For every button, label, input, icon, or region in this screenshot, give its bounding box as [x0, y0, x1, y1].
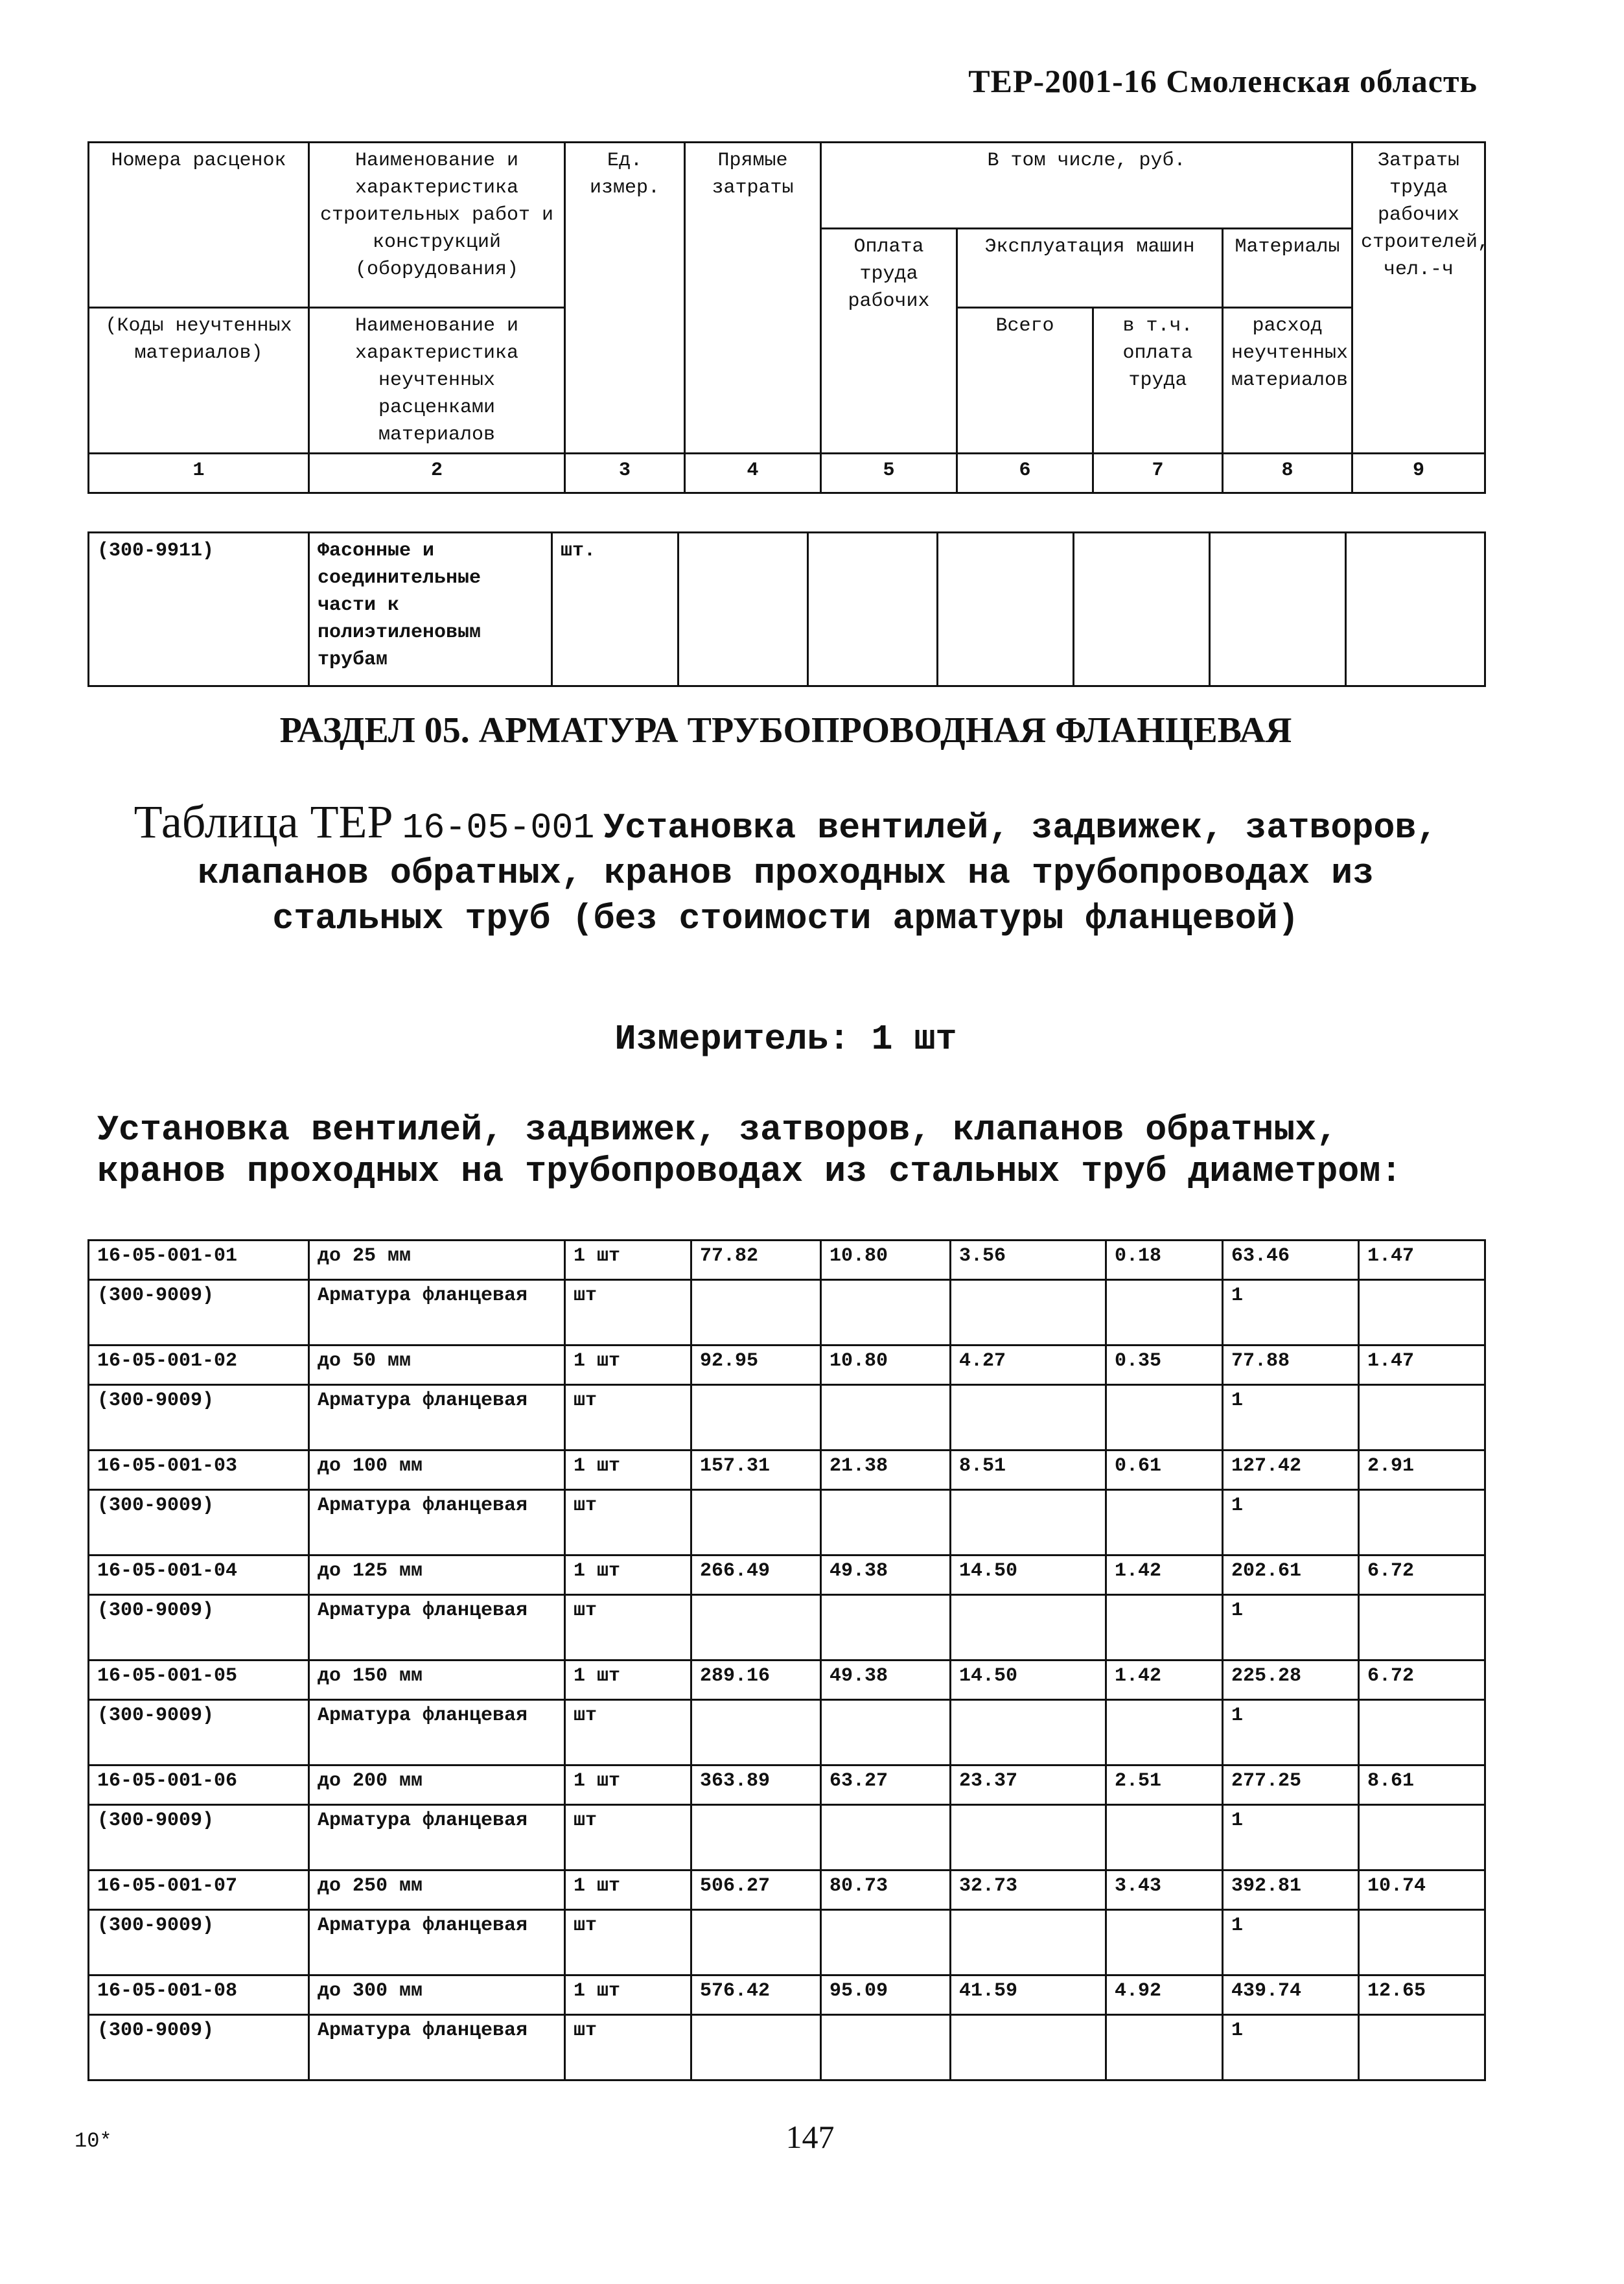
empty-cell [1359, 1805, 1485, 1870]
material-name: Арматура фланцевая [309, 1490, 565, 1556]
labor-costs: 8.61 [1359, 1765, 1485, 1805]
table-row [89, 1765, 1485, 1805]
empty-cell [1346, 533, 1485, 686]
unit-of-measure: Измеритель: 1 шт [614, 1019, 957, 1060]
rate-name: до 100 мм [309, 1451, 565, 1490]
worker-pay: 10.80 [821, 1346, 951, 1385]
empty-cell [951, 1490, 1106, 1556]
material-unit: шт [565, 2015, 691, 2080]
labor-costs: 10.74 [1359, 1870, 1485, 1910]
rate-code: 16-05-001-01 [89, 1241, 309, 1280]
rate-code: 16-05-001-03 [89, 1451, 309, 1490]
direct-costs: 92.95 [691, 1346, 821, 1385]
empty-cell [679, 533, 808, 686]
material-name: Арматура фланцевая [309, 1700, 565, 1765]
rate-code: 16-05-001-08 [89, 1975, 309, 2015]
table-row [89, 1241, 1485, 1280]
material-name: Арматура фланцевая [309, 1280, 565, 1346]
empty-cell [691, 1280, 821, 1346]
machine-ops: 8.51 [951, 1451, 1106, 1490]
empty-cell [808, 533, 938, 686]
page-number: 147 [785, 2119, 835, 2155]
materials-cost: 202.61 [1223, 1556, 1359, 1595]
machine-ops: 14.50 [951, 1556, 1106, 1595]
labor-costs: 6.72 [1359, 1661, 1485, 1700]
materials-cost: 277.25 [1223, 1765, 1359, 1805]
empty-cell [951, 2015, 1106, 2080]
material-code: (300-9009) [89, 1490, 309, 1556]
empty-cell [1106, 1700, 1223, 1765]
table-caption-code: 16-05-001 [402, 808, 595, 848]
empty-cell [821, 1385, 951, 1451]
header-rate-numbers: Номера расценок [89, 143, 309, 308]
materials-cost: 392.81 [1223, 1870, 1359, 1910]
material-name: Арматура фланцевая [309, 2015, 565, 2080]
worker-pay: 80.73 [821, 1870, 951, 1910]
empty-cell [691, 1490, 821, 1556]
table-row [89, 1490, 1485, 1556]
header-machine-ops: Эксплуатация машин [957, 229, 1223, 308]
empty-cell [1359, 2015, 1485, 2080]
material-qty: 1 [1223, 1910, 1359, 1975]
empty-cell [821, 1910, 951, 1975]
table-row [89, 1385, 1485, 1451]
table-row [89, 1556, 1485, 1595]
material-qty: 1 [1223, 1385, 1359, 1451]
material-name: Арматура фланцевая [309, 1595, 565, 1661]
empty-cell [1359, 1595, 1485, 1661]
material-unit: шт [565, 1385, 691, 1451]
empty-cell [1106, 2015, 1223, 2080]
rates-table [87, 1239, 1486, 2081]
material-name: Арматура фланцевая [309, 1805, 565, 1870]
header-material-name: Наименование и характеристика неучтенных расценками материалов [309, 308, 565, 454]
header-unaccounted: расход неучтенных материалов [1223, 308, 1352, 454]
material-qty: 1 [1223, 2015, 1359, 2080]
section-title: РАЗДЕЛ 05. АРМАТУРА ТРУБОПРОВОДНАЯ ФЛАНЦЕВАЯ [279, 710, 1292, 751]
col-number: 9 [1352, 454, 1485, 493]
rate-name: до 200 мм [309, 1765, 565, 1805]
machine-ops: 3.56 [951, 1241, 1106, 1280]
machine-pay: 1.42 [1106, 1556, 1223, 1595]
rate-name: до 300 мм [309, 1975, 565, 2015]
col-number: 8 [1223, 454, 1352, 493]
material-code: (300-9009) [89, 2015, 309, 2080]
empty-cell [951, 1910, 1106, 1975]
machine-ops: 23.37 [951, 1765, 1106, 1805]
header-material-codes: (Коды неучтенных материалов) [89, 308, 309, 454]
material-qty: 1 [1223, 1280, 1359, 1346]
rate-unit: 1 шт [565, 1661, 691, 1700]
machine-ops: 4.27 [951, 1346, 1106, 1385]
materials-cost: 225.28 [1223, 1661, 1359, 1700]
worker-pay: 10.80 [821, 1241, 951, 1280]
empty-cell [821, 1700, 951, 1765]
worker-pay: 63.27 [821, 1765, 951, 1805]
empty-cell [821, 1805, 951, 1870]
materials-cost: 63.46 [1223, 1241, 1359, 1280]
empty-cell [951, 1805, 1106, 1870]
table-row [89, 1595, 1485, 1661]
labor-costs: 2.91 [1359, 1451, 1485, 1490]
empty-cell [821, 1595, 951, 1661]
rate-unit: 1 шт [565, 1975, 691, 2015]
worker-pay: 95.09 [821, 1975, 951, 2015]
material-code: (300-9009) [89, 1385, 309, 1451]
rate-code: 16-05-001-07 [89, 1870, 309, 1910]
empty-cell [691, 1595, 821, 1661]
empty-cell [938, 533, 1074, 686]
previous-table-continuation [87, 531, 1486, 687]
empty-cell [1359, 1385, 1485, 1451]
direct-costs: 77.82 [691, 1241, 821, 1280]
empty-cell [1074, 533, 1210, 686]
empty-cell [1106, 1805, 1223, 1870]
col-number: 6 [957, 454, 1093, 493]
machine-pay: 3.43 [1106, 1870, 1223, 1910]
table-caption-text: Установка вентилей, задвижек, затворов, клапанов обратных, кранов проходных на трубопроводах из стальных труб (без стоимости арматуры фланцевой) [197, 808, 1438, 939]
header-work-name: Наименование и характеристика строительных работ и конструкций (оборудования) [309, 143, 565, 308]
materials-cost: 439.74 [1223, 1975, 1359, 2015]
machine-ops: 32.73 [951, 1870, 1106, 1910]
table-row [89, 1700, 1485, 1765]
material-qty: 1 [1223, 1805, 1359, 1870]
material-code: (300-9009) [89, 1700, 309, 1765]
direct-costs: 289.16 [691, 1661, 821, 1700]
empty-cell [691, 1910, 821, 1975]
col-number: 1 [89, 454, 309, 493]
table-row [89, 2015, 1485, 2080]
material-unit: шт [565, 1805, 691, 1870]
table-caption [130, 796, 1442, 940]
direct-costs: 506.27 [691, 1870, 821, 1910]
empty-cell [951, 1700, 1106, 1765]
table-row [89, 1280, 1485, 1346]
material-unit: шт [565, 1280, 691, 1346]
direct-costs: 576.42 [691, 1975, 821, 2015]
empty-cell [691, 1805, 821, 1870]
empty-cell [1210, 533, 1346, 686]
header-materials: Материалы [1223, 229, 1352, 308]
group-title: Установка вентилей, задвижек, затворов, клапанов обратных, кранов проходных на трубопроводах из стальных труб диаметром: [97, 1110, 1402, 1192]
running-header: ТЕР-2001-16 Смоленская область [968, 63, 1478, 99]
table-caption-label: Таблица ТЕР [133, 796, 393, 848]
material-name: Арматура фланцевая [309, 1910, 565, 1975]
material-code: (300-9009) [89, 1910, 309, 1975]
materials-cost: 127.42 [1223, 1451, 1359, 1490]
direct-costs: 363.89 [691, 1765, 821, 1805]
empty-cell [951, 1385, 1106, 1451]
material-qty: 1 [1223, 1595, 1359, 1661]
col-number: 5 [821, 454, 957, 493]
header-total: Всего [957, 308, 1093, 454]
empty-cell [691, 1700, 821, 1765]
footnote-mark: 10* [75, 2129, 112, 2153]
col-number: 4 [685, 454, 821, 493]
rate-name: до 150 мм [309, 1661, 565, 1700]
rate-code: 16-05-001-02 [89, 1346, 309, 1385]
machine-pay: 0.61 [1106, 1451, 1223, 1490]
rate-unit: 1 шт [565, 1556, 691, 1595]
empty-cell [1106, 1490, 1223, 1556]
rate-name: до 25 мм [309, 1241, 565, 1280]
worker-pay: 21.38 [821, 1451, 951, 1490]
rate-name: до 125 мм [309, 1556, 565, 1595]
prev-material-name: Фасонные и соединительные части к полиэтиленовым трубам [309, 533, 552, 686]
rate-unit: 1 шт [565, 1765, 691, 1805]
header-direct-costs: Прямые затраты [685, 143, 821, 454]
machine-ops: 41.59 [951, 1975, 1106, 2015]
empty-cell [1359, 1910, 1485, 1975]
table-row [89, 1805, 1485, 1870]
empty-cell [1359, 1700, 1485, 1765]
machine-ops: 14.50 [951, 1661, 1106, 1700]
empty-cell [821, 1280, 951, 1346]
table-row [89, 1910, 1485, 1975]
labor-costs: 1.47 [1359, 1241, 1485, 1280]
material-code: (300-9009) [89, 1280, 309, 1346]
table-row [89, 1346, 1485, 1385]
machine-pay: 2.51 [1106, 1765, 1223, 1805]
table-row [89, 1661, 1485, 1700]
material-unit: шт [565, 1700, 691, 1765]
direct-costs: 157.31 [691, 1451, 821, 1490]
header-labor-costs: Затраты труда рабочих строителей, чел.-ч [1352, 143, 1485, 454]
empty-cell [1359, 1280, 1485, 1346]
labor-costs: 1.47 [1359, 1346, 1485, 1385]
direct-costs: 266.49 [691, 1556, 821, 1595]
header-including: В том числе, руб. [821, 143, 1352, 229]
table-row [89, 1975, 1485, 2015]
material-qty: 1 [1223, 1700, 1359, 1765]
worker-pay: 49.38 [821, 1661, 951, 1700]
material-qty: 1 [1223, 1490, 1359, 1556]
machine-pay: 1.42 [1106, 1661, 1223, 1700]
machine-pay: 4.92 [1106, 1975, 1223, 2015]
empty-cell [691, 2015, 821, 2080]
table-row [89, 1870, 1485, 1910]
col-number: 3 [565, 454, 685, 493]
labor-costs: 6.72 [1359, 1556, 1485, 1595]
table-row [89, 1451, 1485, 1490]
material-unit: шт [565, 1595, 691, 1661]
rate-unit: 1 шт [565, 1870, 691, 1910]
material-unit: шт [565, 1490, 691, 1556]
header-incl-pay: в т.ч. оплата труда [1093, 308, 1223, 454]
rate-code: 16-05-001-05 [89, 1661, 309, 1700]
header-worker-pay: Оплата труда рабочих [821, 229, 957, 454]
col-number: 7 [1093, 454, 1223, 493]
material-code: (300-9009) [89, 1805, 309, 1870]
material-name: Арматура фланцевая [309, 1385, 565, 1451]
material-unit: шт [565, 1910, 691, 1975]
empty-cell [1106, 1280, 1223, 1346]
empty-cell [951, 1595, 1106, 1661]
rate-unit: 1 шт [565, 1451, 691, 1490]
materials-cost: 77.88 [1223, 1346, 1359, 1385]
col-number: 2 [309, 454, 565, 493]
prev-material-unit: шт. [552, 533, 679, 686]
rate-code: 16-05-001-06 [89, 1765, 309, 1805]
empty-cell [1106, 1385, 1223, 1451]
column-header-table [87, 141, 1490, 494]
machine-pay: 0.35 [1106, 1346, 1223, 1385]
rate-name: до 250 мм [309, 1870, 565, 1910]
rate-unit: 1 шт [565, 1346, 691, 1385]
empty-cell [1359, 1490, 1485, 1556]
prev-material-code: (300-9911) [89, 533, 309, 686]
labor-costs: 12.65 [1359, 1975, 1485, 2015]
rate-code: 16-05-001-04 [89, 1556, 309, 1595]
empty-cell [821, 2015, 951, 2080]
machine-pay: 0.18 [1106, 1241, 1223, 1280]
material-code: (300-9009) [89, 1595, 309, 1661]
worker-pay: 49.38 [821, 1556, 951, 1595]
empty-cell [691, 1385, 821, 1451]
rate-name: до 50 мм [309, 1346, 565, 1385]
empty-cell [1106, 1595, 1223, 1661]
empty-cell [951, 1280, 1106, 1346]
rate-unit: 1 шт [565, 1241, 691, 1280]
empty-cell [821, 1490, 951, 1556]
empty-cell [1106, 1910, 1223, 1975]
header-unit: Ед. измер. [565, 143, 685, 454]
